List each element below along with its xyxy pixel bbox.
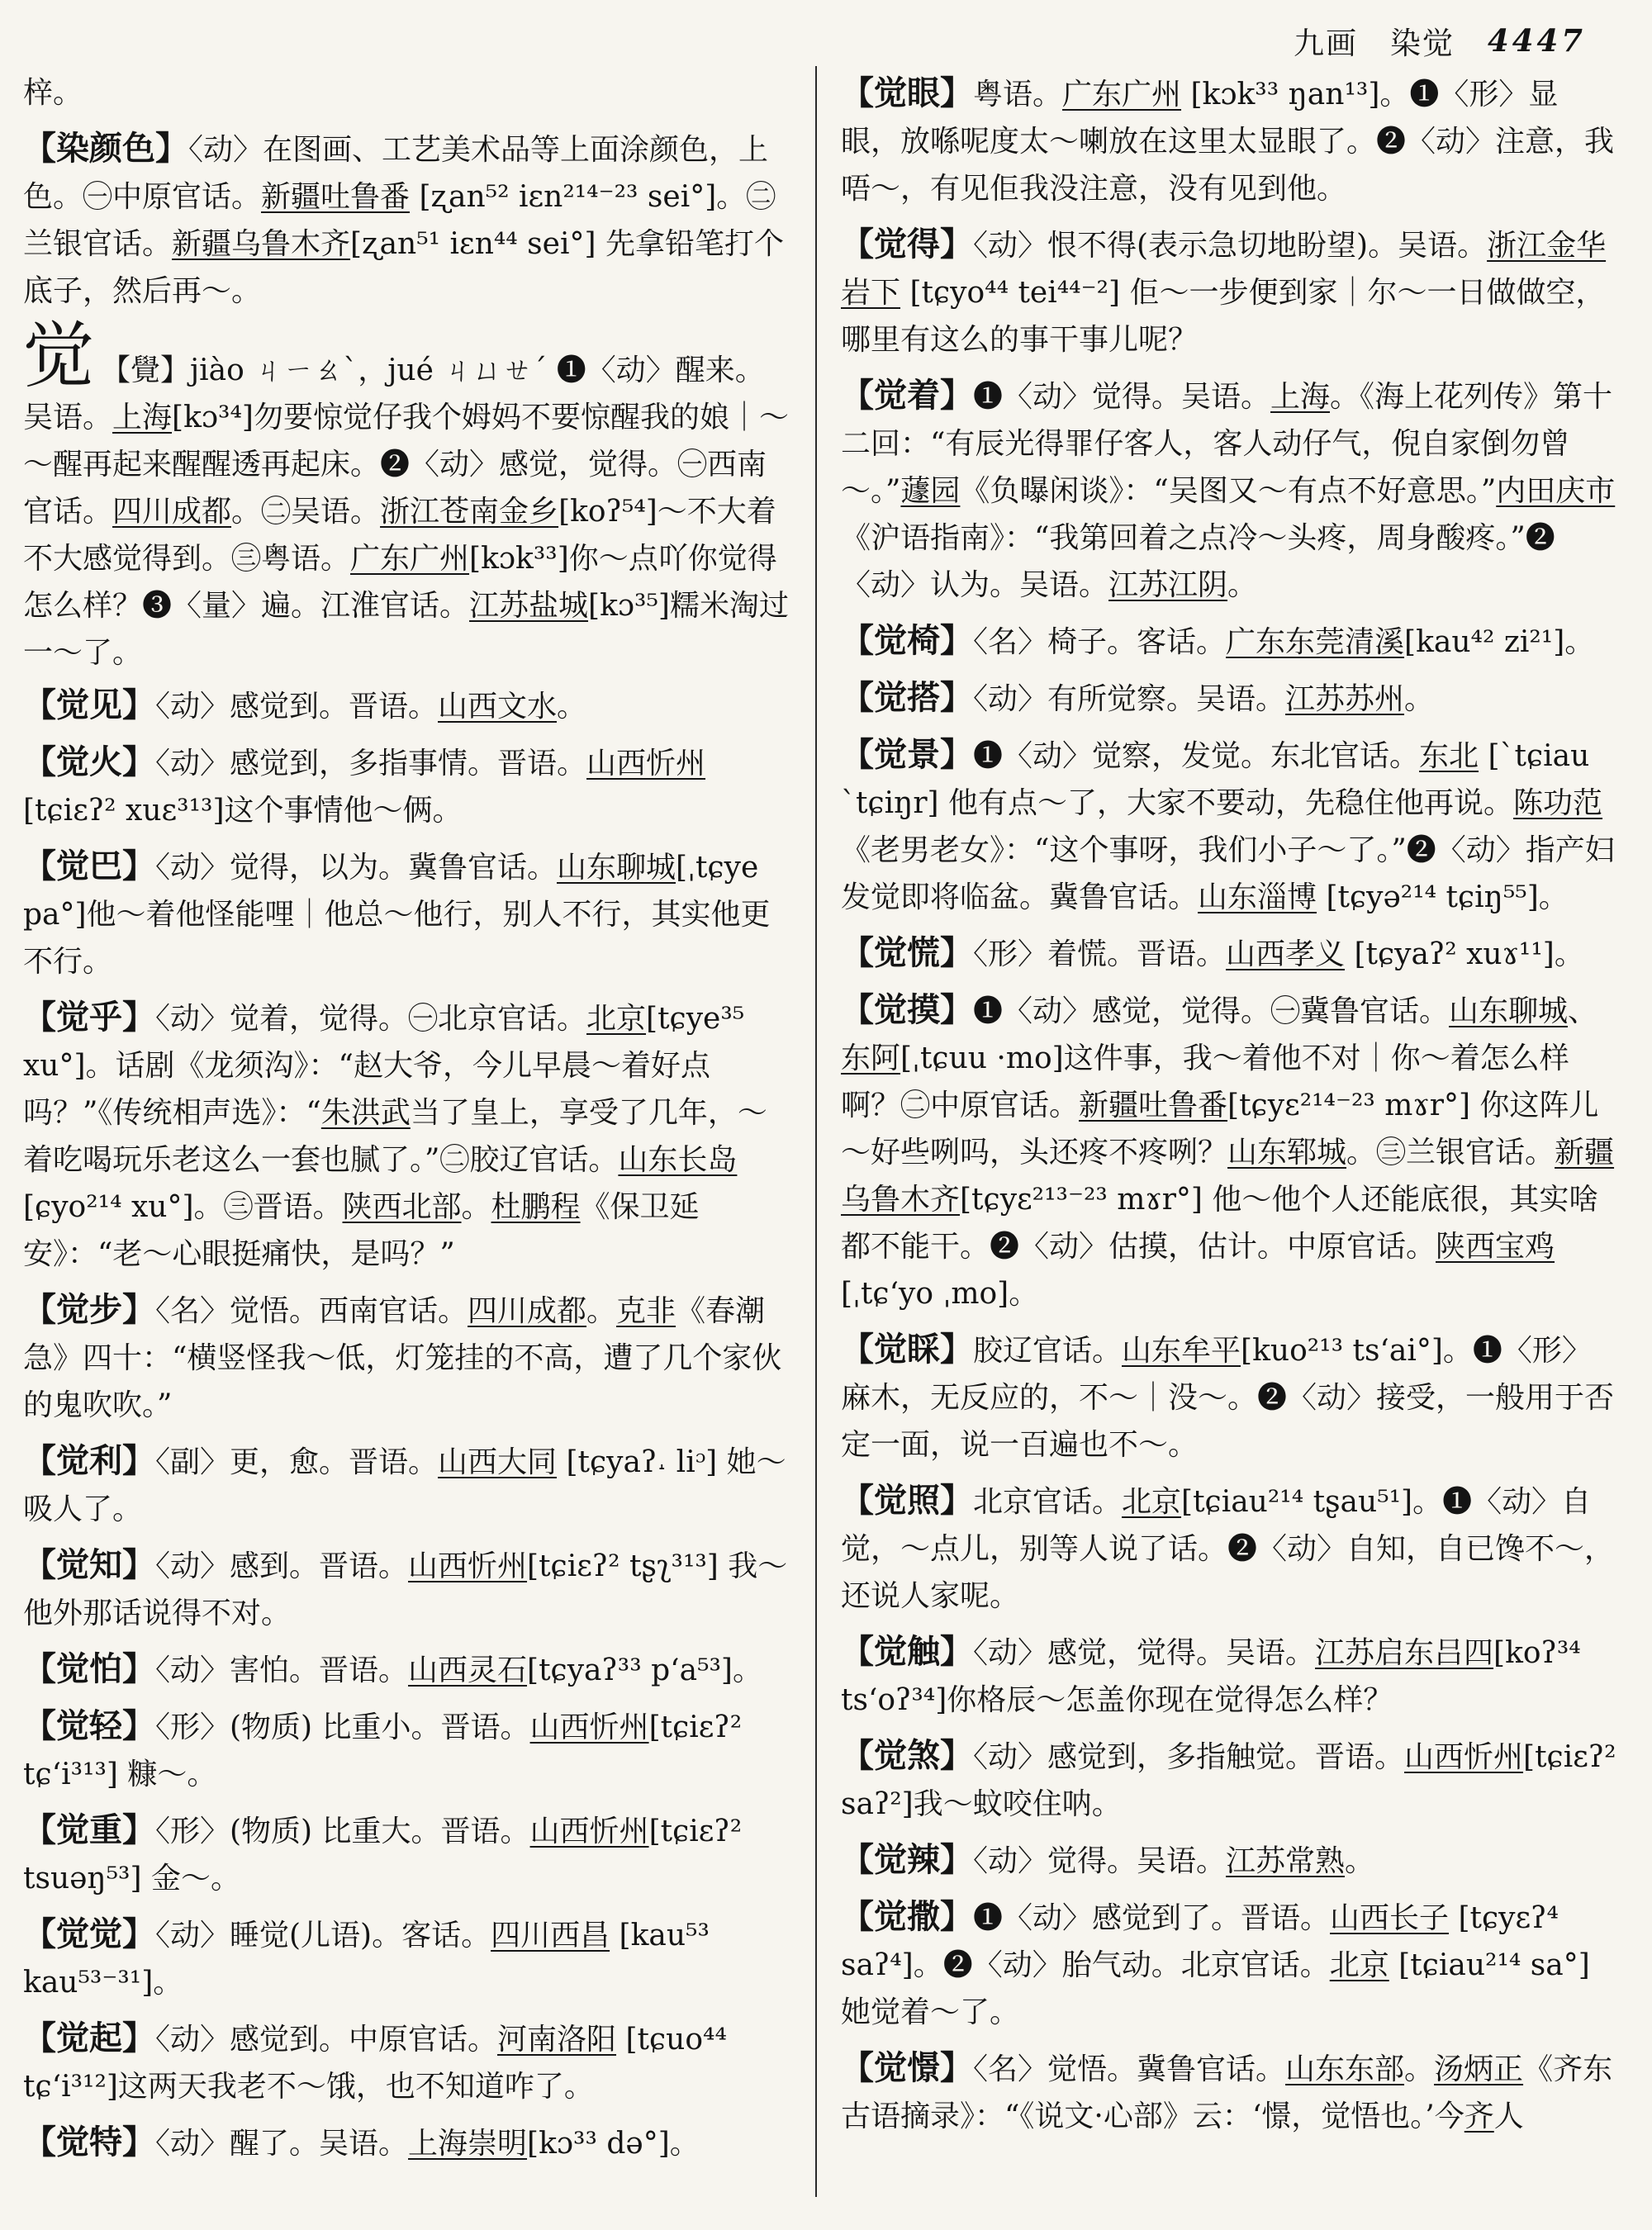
headword: 【觉着】 xyxy=(841,376,973,415)
entry-text: 《负曝闲谈》：“吴图又～有点不好意思。” xyxy=(960,474,1497,508)
headword: 【觉眼】 xyxy=(841,74,973,112)
entry-text: [tɕiɛʔ² tsuəŋ⁵³] 金～。 xyxy=(23,1815,743,1896)
place-name: 山西忻州 xyxy=(408,1549,528,1583)
entry-juezhong xyxy=(23,1806,791,1902)
entry-juela xyxy=(841,1836,1617,1885)
entry-text: [tɕyo⁴⁴ tei⁴⁴⁻²] 佢～一步便到家｜尔～一日做做空，哪里有这么的事干事儿呢？ xyxy=(841,276,1606,357)
entry-text: 。㊂兰银官话。 xyxy=(1346,1136,1555,1170)
headword: 【觉轻】 xyxy=(23,1706,155,1745)
entry-text: 、 xyxy=(1568,994,1598,1028)
entry-text: 。 xyxy=(1345,1844,1375,1878)
headword: 【觉步】 xyxy=(23,1290,155,1329)
entry-text: 。 xyxy=(1404,682,1435,716)
page-header xyxy=(826,12,1586,69)
entry-juejue xyxy=(23,1910,791,2006)
entry-text: 〈动〉感觉到。晋语。 xyxy=(155,690,439,724)
headword: 【觉见】 xyxy=(23,686,155,724)
entry-jueda xyxy=(841,674,1617,723)
entry-text: 〈副〉更，愈。晋语。 xyxy=(155,1445,439,1479)
headword: 【觉怕】 xyxy=(23,1649,155,1688)
person-name: 杜鹏程 xyxy=(491,1190,581,1224)
entry-text: [ˌtɕye pa°]他～着他怪能哩｜他总～他行，别人不行，其实他更不行。 xyxy=(23,851,771,979)
entry-juehuang xyxy=(841,929,1617,978)
place-name: 山西灵石 xyxy=(408,1654,528,1687)
entry-juete xyxy=(23,2118,791,2167)
headword: 【觉重】 xyxy=(23,1810,155,1849)
entry-text: 胶辽官话。 xyxy=(973,1334,1123,1368)
headword: 【觉火】 xyxy=(23,743,155,781)
place-name: 东阿 xyxy=(841,1041,901,1075)
place-name: 新疆乌鲁木齐 xyxy=(841,1136,1615,1217)
place-name: 新疆乌鲁木齐 xyxy=(172,227,351,261)
entry-text: 〈动〉觉得。吴语。 xyxy=(973,1844,1227,1878)
entry-text: 〈动〉感到。晋语。 xyxy=(155,1549,409,1583)
main-character: 觉 xyxy=(23,315,94,397)
entry-juejing2 xyxy=(841,2044,1617,2140)
headword: 【觉睬】 xyxy=(841,1330,973,1369)
entry-text: [ˌtɕʻyo ˌmo]。 xyxy=(841,1277,1039,1311)
entry-jueba xyxy=(23,842,791,985)
place-name: 山西忻州 xyxy=(586,747,706,780)
place-name: 山西大同 xyxy=(438,1445,558,1479)
place-name: 山东长岛 xyxy=(618,1143,738,1177)
place-name: 广东广州 xyxy=(1062,78,1182,112)
entry-text: 〈名〉觉悟。冀鲁官话。 xyxy=(973,2052,1286,2086)
entry-text: [koʔ⁵⁴]～不大着不大感觉得到。㊂粤语。 xyxy=(23,495,776,576)
place-name: 山西忻州 xyxy=(529,1710,649,1744)
entry-carryover xyxy=(23,69,791,116)
entry-text: 。 xyxy=(1227,568,1258,602)
headword: 【觉辣】 xyxy=(841,1840,973,1879)
page-number: 4447 xyxy=(1488,22,1586,59)
entry-text: [tɕye³⁵ xu°]。话剧《龙须沟》：“赵大爷，今儿早晨～着好点吗？”《传统相声选》：“ xyxy=(23,1002,745,1130)
place-name: 四川成都 xyxy=(468,1294,587,1328)
place-name: 江苏江阴 xyxy=(1108,568,1228,602)
place-name: 山东东部 xyxy=(1285,2052,1405,2086)
entry-text: [kɔ³⁴]勿要惊觉仔我个姆妈不要惊醒我的娘｜～～醒再起来醒醒透再起床。❷〈动〉感觉，觉得。㊀西南官话。 xyxy=(23,401,789,529)
headword: 【觉照】 xyxy=(841,1481,973,1520)
entry-text: [tɕyɛ²¹⁴⁻²³ mɤr°] 你这阵儿～好些咧吗，头还疼不疼咧？ xyxy=(841,1089,1599,1170)
entry-juejing xyxy=(841,731,1617,921)
entry-juezhe xyxy=(841,372,1617,609)
entry-text: [kɔk³³]你～点吖你觉得怎么样？❸〈量〉遍。江淮官话。 xyxy=(23,542,777,623)
entry-text: [kau⁵³ kau⁵³⁻³¹]。 xyxy=(23,1919,710,2000)
entry-text: 〈动〉恨不得(表示急切地盼望)。吴语。 xyxy=(973,229,1488,263)
entry-text: 〈动〉感觉到，多指触觉。晋语。 xyxy=(973,1740,1405,1774)
entry-text: ❶〈动〉感觉，觉得。㊀冀鲁官话。 xyxy=(973,994,1450,1028)
entry-text: 〈名〉椅子。客话。 xyxy=(973,625,1227,659)
person-name: 克非 xyxy=(616,1294,676,1328)
entry-text: 《保卫延安》：“老～心眼挺痛快，是吗？” xyxy=(23,1190,700,1271)
entry-text: 。㊁吴语。 xyxy=(231,495,381,529)
column-divider xyxy=(815,66,817,2197)
headword: 【觉撒】 xyxy=(841,1897,973,1936)
entry-text: 。《海上花列传》第十二回：“有辰光得罪仔客人，客人动仔气，倪自家倒勿曾～。” xyxy=(841,380,1613,508)
entry-text: 〈动〉醒了。吴语。 xyxy=(155,2127,409,2161)
headword: 【觉知】 xyxy=(23,1545,155,1584)
entry-juejian xyxy=(23,681,791,730)
headword: 【觉椅】 xyxy=(841,621,973,660)
headword: 【觉摸】 xyxy=(841,990,973,1029)
place-name: 江苏苏州 xyxy=(1285,682,1405,716)
entry-jueqing xyxy=(23,1702,791,1798)
entry-text: 〈动〉感觉到，多指事情。晋语。 xyxy=(155,747,587,780)
place-name: 新疆吐鲁番 xyxy=(261,180,411,214)
entry-juesa xyxy=(841,1893,1617,2036)
entry-text: 。 xyxy=(461,1190,491,1224)
entry-text: [kɔ³³ də°]。 xyxy=(527,2127,700,2161)
entry-juechu xyxy=(841,1628,1617,1724)
entry-text: [ˌtɕuu ·mo]这件事，我～着他不对｜你～着怎么样啊？㊁中原官话。 xyxy=(841,1041,1569,1122)
entry-text: [tɕiɛʔ² saʔ²]我～蚊咬住呐。 xyxy=(841,1740,1616,1821)
entry-juehu xyxy=(23,994,791,1278)
entry-text: [ʐan⁵² iɛn²¹⁴⁻²³ sei°]。㊁兰银官话。 xyxy=(23,180,776,261)
place-name: 陕西北部 xyxy=(342,1190,462,1224)
place-name: 江苏启东吕四 xyxy=(1315,1636,1494,1670)
entry-text: 〈动〉有所觉察。吴语。 xyxy=(973,682,1286,716)
place-name: 四川西昌 xyxy=(491,1919,610,1952)
entry-juemo xyxy=(841,986,1617,1317)
entry-text: 〈动〉在图画、工艺美术品等上面涂颜色，上色。㊀中原官话。 xyxy=(23,133,769,214)
entry-text: 【覺】jiào ㄐㄧㄠˋ，jué ㄐㄩㄝˊ ❶〈动〉醒来。吴语。 xyxy=(23,353,765,434)
headword: 【觉乎】 xyxy=(23,998,155,1037)
entry-text: [koʔ³⁴ tsʻoʔ³⁴]你格辰～怎盖你现在觉得怎么样？ xyxy=(841,1636,1581,1717)
headword: 【觉觉】 xyxy=(23,1914,155,1953)
entry-text: 〈形〉着慌。晋语。 xyxy=(973,937,1227,971)
entry-juesha xyxy=(841,1732,1617,1828)
entry-text: 〈动〉睡觉(儿语)。客话。 xyxy=(155,1919,491,1952)
entry-text: 〈动〉觉着，觉得。㊀北京官话。 xyxy=(155,1002,587,1036)
entry-text: [tɕyɛʔ⁴ saʔ⁴]。❷〈动〉胎气动。北京官话。 xyxy=(841,1901,1559,1982)
entry-text: 。 xyxy=(1404,2052,1435,2086)
entry-text: [kuo²¹³ tsʻai°]。❶〈形〉麻木，无反应的，不～｜没～。❷〈动〉接受，一般用于否定一面，说一百遍也不～。 xyxy=(841,1334,1615,1462)
entry-jueqi xyxy=(23,2014,791,2110)
headword: 【觉煞】 xyxy=(841,1736,973,1775)
place-name: 浙江金华岩下 xyxy=(841,229,1607,310)
place-name: 上海 xyxy=(112,401,173,434)
place-name: 山东聊城 xyxy=(1449,994,1569,1028)
entry-text: [tɕiɛʔ² tɕʻi³¹³] 糠～。 xyxy=(23,1710,743,1791)
entry-text: 。 xyxy=(586,1294,617,1328)
entry-text: [tɕyaʔ˔ liᵓ] 她～吸人了。 xyxy=(23,1445,786,1526)
person-name: 蘧园 xyxy=(900,474,961,508)
entry-text: [tɕyaʔ² xuɤ¹¹]。 xyxy=(1345,937,1584,971)
headword: 【觉特】 xyxy=(23,2123,155,2161)
place-name: 广东广州 xyxy=(350,542,470,576)
entry-text: [tɕiɛʔ² xuɛ³¹³]这个事情他～俩。 xyxy=(23,794,463,828)
person-name: 陈功范 xyxy=(1513,786,1603,820)
place-name: 四川成都 xyxy=(112,495,232,529)
entry-text: ❶〈动〉觉察，发觉。东北官话。 xyxy=(973,739,1420,773)
entry-text: 梓。 xyxy=(23,76,83,110)
entry-text: [tɕyaʔ³³ pʻa⁵³]。 xyxy=(527,1654,762,1687)
place-name: 山西长子 xyxy=(1330,1901,1450,1935)
entry-text: [tɕuo⁴⁴ tɕʻi³¹²]这两天我老不～饿，也不知道咋了。 xyxy=(23,2023,727,2104)
place-name: 江苏常熟 xyxy=(1226,1844,1346,1878)
headword: 【觉利】 xyxy=(23,1441,155,1480)
headword: 【觉搭】 xyxy=(841,678,973,717)
entry-text: [tɕyɛ²¹³⁻²³ mɤr°] 他～他个人还能底很，其实啥都不能干。❷〈动〉估摸，估计。中原官话。 xyxy=(841,1183,1599,1264)
entry-text: 〈动〉感觉到。中原官话。 xyxy=(155,2023,498,2057)
place-name: 新疆吐鲁番 xyxy=(1079,1089,1228,1122)
place-name: 陕西宝鸡 xyxy=(1436,1230,1555,1264)
place-name: 北京 xyxy=(586,1002,647,1036)
entry-text: ❶〈动〉觉得。吴语。 xyxy=(973,380,1271,414)
entry-text: 《齐东古语摘录》：“《说文·心部》云：‘憬，觉悟也。’今 xyxy=(841,2052,1613,2133)
entry-juezhao xyxy=(841,1477,1617,1620)
entry-text: 粤语。 xyxy=(973,78,1063,112)
place-name: 山东郓城 xyxy=(1227,1136,1347,1170)
entry-ranyanse xyxy=(23,125,791,315)
entry-text: [kau⁴² zi²¹]。 xyxy=(1404,625,1595,659)
section-title: 九画 染觉 xyxy=(1294,26,1455,61)
headword: 【觉巴】 xyxy=(23,847,155,885)
entry-juezhi xyxy=(23,1541,791,1637)
entry-juecai xyxy=(841,1326,1617,1468)
left-column xyxy=(23,69,791,2213)
place-name: 东北 xyxy=(1419,739,1479,773)
entry-jue-main xyxy=(23,315,791,676)
entry-text: [tɕiau²¹⁴ tʂau⁵¹]。❶〈动〉自觉，～点儿，别等人说了话。❷〈动〉自知，自已馋不～，还说人家呢。 xyxy=(841,1485,1615,1613)
entry-text: 〈形〉(物质) 比重小。晋语。 xyxy=(155,1710,530,1744)
entry-text: [ɕyo²¹⁴ xu°]。㊂晋语。 xyxy=(23,1190,343,1224)
person-name: 汤炳正 xyxy=(1434,2052,1524,2086)
entry-text: 〈动〉觉得，以为。冀鲁官话。 xyxy=(155,851,558,885)
entry-text: [tɕiɛʔ² tʂʅ³¹³] 我～他外那话说得不对。 xyxy=(23,1549,788,1630)
place-name: 上海崇明 xyxy=(408,2127,528,2161)
entry-text: 《老男老女》：“这个事呀，我们小子～了。”❷〈动〉指产妇发觉即将临盆。冀鲁官话。 xyxy=(841,833,1615,914)
headword: 【觉起】 xyxy=(23,2019,155,2057)
entry-text: 《沪语指南》：“我第回着之点冷～头疼，周身酸疼。”❷〈动〉认为。吴语。 xyxy=(841,521,1555,602)
place-name: 山西忻州 xyxy=(1404,1740,1524,1774)
entry-text: [kɔk³³ ŋan¹³]。❶〈形〉显眼，放喺呢度太～喇放在这里太显眼了。❷〈动〉注意，我唔～，有见佢我没注意，没有见到他。 xyxy=(841,78,1615,206)
entry-text: [ˋtɕiau ˋtɕiŋr] 他有点～了，大家不要动，先稳住他再说。 xyxy=(841,739,1590,820)
place-name: 广东东莞清溪 xyxy=(1226,625,1405,659)
entry-text: 北京官话。 xyxy=(973,1485,1123,1519)
entry-text: 〈动〉害怕。晋语。 xyxy=(155,1654,409,1687)
place-name: 山西孝义 xyxy=(1226,937,1346,971)
entry-text: 〈动〉感觉，觉得。吴语。 xyxy=(973,1636,1316,1670)
place-name: 河南洛阳 xyxy=(497,2023,617,2057)
entry-jueyi xyxy=(841,617,1617,666)
entry-text: 《春潮急》四十：“横竖怪我～低，灯笼挂的不高，遭了几个家伙的鬼吹吹。” xyxy=(23,1294,782,1422)
headword: 【觉得】 xyxy=(841,225,973,263)
place-name: 山东聊城 xyxy=(557,851,676,885)
entry-juepa xyxy=(23,1645,791,1694)
person-name: 内田庆市 xyxy=(1496,474,1616,508)
place-name: 北京 xyxy=(1329,1948,1389,1982)
place-name: 山东牟平 xyxy=(1122,1334,1241,1368)
entry-jueli xyxy=(23,1437,791,1533)
entry-jueyan xyxy=(841,69,1617,212)
entry-text: 〈名〉觉悟。西南官话。 xyxy=(155,1294,468,1328)
entry-text: ❶〈动〉感觉到了。晋语。 xyxy=(973,1901,1331,1935)
entry-text: [kɔ³⁵]糯米淘过一～了。 xyxy=(23,589,789,670)
entry-text: 人 xyxy=(1493,2100,1524,2133)
entry-juede xyxy=(841,221,1617,363)
place-name: 上海 xyxy=(1270,380,1331,414)
headword: 【觉触】 xyxy=(841,1632,973,1671)
place-name: 北京 xyxy=(1122,1485,1182,1519)
entry-text: 。 xyxy=(557,690,587,724)
place-name: 浙江苍南金乡 xyxy=(380,495,559,529)
entry-text: [ʐan⁵¹ iɛn⁴⁴ sei°] 先拿铅笔打个底子，然后再～。 xyxy=(23,227,784,308)
person-name: 朱洪武 xyxy=(320,1096,411,1130)
entry-juehuo xyxy=(23,738,791,834)
headword: 【染颜色】 xyxy=(23,129,188,168)
entry-text: [tɕiau²¹⁴ sa°] 她觉着～了。 xyxy=(841,1948,1590,2029)
right-column xyxy=(841,69,1617,2213)
place-name: 江苏盐城 xyxy=(469,589,589,623)
headword: 【觉慌】 xyxy=(841,933,973,972)
entry-text: 〈形〉(物质) 比重大。晋语。 xyxy=(155,1815,530,1848)
place-name: 齐 xyxy=(1464,2100,1494,2133)
headword: 【觉景】 xyxy=(841,735,973,774)
place-name: 山西忻州 xyxy=(529,1815,649,1848)
entry-juebu xyxy=(23,1286,791,1429)
entry-text: [tɕyə²¹⁴ tɕiŋ⁵⁵]。 xyxy=(1317,880,1569,914)
headword: 【觉憬】 xyxy=(841,2048,973,2087)
place-name: 山西文水 xyxy=(438,690,558,724)
place-name: 山东淄博 xyxy=(1198,880,1317,914)
entry-text: 当了皇上，享受了几年，～着吃喝玩乐老这么一套也腻了。”㊁胶辽官话。 xyxy=(23,1096,767,1177)
